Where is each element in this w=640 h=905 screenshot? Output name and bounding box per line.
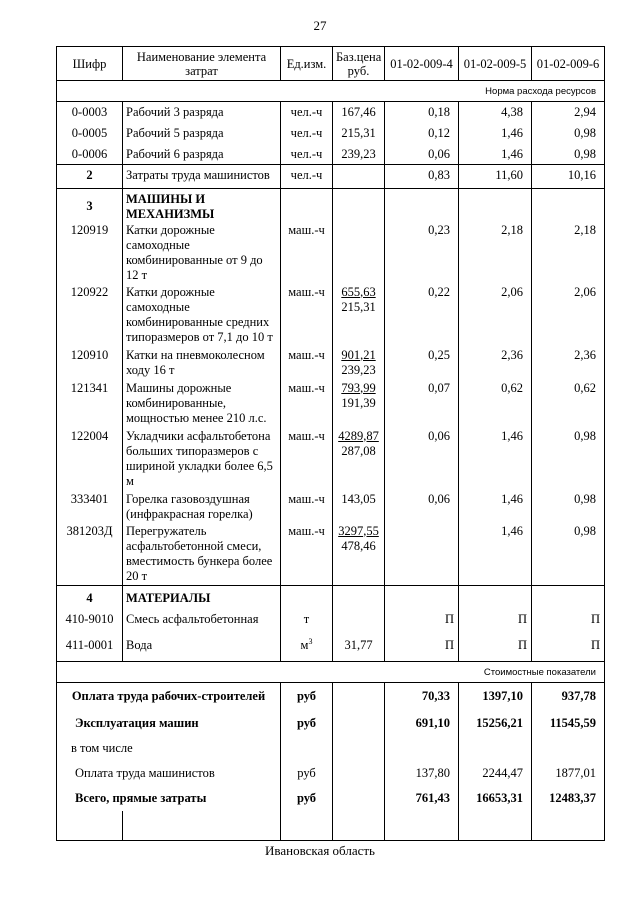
table-row (57, 609, 605, 635)
total-value-2: 16653,31 (459, 786, 532, 811)
header-col1: 01-02-009-4 (385, 47, 459, 81)
totals-row (57, 683, 605, 711)
row-price (333, 348, 385, 381)
row-value-1: 0,25 (385, 348, 459, 381)
row-price: 239,23 (333, 144, 385, 165)
row-unit: $м^3$ (281, 635, 333, 662)
price-base: 215,31 (341, 299, 376, 314)
row-value-2: 2,36 (459, 348, 532, 381)
row-value-1: П (385, 609, 459, 635)
row-unit: чел.-ч (281, 102, 333, 123)
row-value-3: 2,94 (532, 102, 605, 123)
price-current: 3297,55 (338, 523, 379, 538)
table-row (57, 524, 605, 586)
row-value-2: 1,46 (459, 144, 532, 165)
price-base: 287,08 (341, 443, 376, 458)
row-name: Рабочий 6 разряда (123, 144, 281, 165)
row-value-2: 2,18 (459, 223, 532, 285)
row-unit: маш.-ч (281, 348, 333, 381)
table-row (57, 144, 605, 165)
row-value-1: 0,06 (385, 492, 459, 524)
row-value-1: 0,06 (385, 144, 459, 165)
price-current: 793,99 (341, 380, 376, 395)
row-value-1: 0,83 (385, 165, 459, 189)
price-base: 239,23 (341, 362, 376, 377)
row-value-2: 1,46 (459, 524, 532, 586)
price-current: 655,63 (341, 284, 376, 299)
row-code: 120922 (57, 285, 123, 348)
row-unit: т (281, 609, 333, 635)
row-value-3: 2,06 (532, 285, 605, 348)
total-value-3: 1877,01 (532, 761, 605, 786)
table-bottom-spacer (57, 811, 605, 841)
row-name: Катки дорожные самоходные комбинированные от 9 до 12 т (123, 223, 281, 285)
header-price: Баз.цена руб. (333, 47, 385, 81)
row-code: 0-0003 (57, 102, 123, 123)
cost-subheader-row (57, 662, 605, 683)
table-row (57, 285, 605, 348)
row-price: 167,46 (333, 102, 385, 123)
table-row (57, 348, 605, 381)
section-row (57, 189, 605, 223)
header-name: Наименование элемента затрат (123, 47, 281, 81)
row-name: Смесь асфальтобетонная (123, 609, 281, 635)
table-row (57, 429, 605, 492)
total-value-2: 15256,21 (459, 711, 532, 736)
row-unit: чел.-ч (281, 144, 333, 165)
page-footer: Ивановская область (265, 843, 375, 858)
row-value-2: П (459, 635, 532, 662)
row-value-1: 0,18 (385, 102, 459, 123)
totals-row (57, 761, 605, 786)
row-code: 121341 (57, 381, 123, 429)
total-unit: руб (281, 761, 333, 786)
total-value-2: 1397,10 (459, 683, 532, 711)
row-name: Катки дорожные самоходные комбинированные средних типоразмеров от 7,1 до 10 т (123, 285, 281, 348)
row-value-3: 0,98 (532, 492, 605, 524)
header-col2: 01-02-009-5 (459, 47, 532, 81)
total-label: Оплата труда машинистов (57, 761, 281, 786)
norm-subheader-row (57, 81, 605, 102)
row-price (333, 165, 385, 189)
total-unit: руб (281, 683, 333, 711)
row-code: 333401 (57, 492, 123, 524)
row-name: Укладчики асфальтобетона больших типоразмеров с шириной укладки более 6,5 м (123, 429, 281, 492)
total-unit: руб (281, 786, 333, 811)
row-name: Затраты труда машинистов (123, 165, 281, 189)
price-current: 901,21 (341, 347, 376, 362)
row-value-2: 0,62 (459, 381, 532, 429)
row-code: 410-9010 (57, 609, 123, 635)
row-code: 2 (57, 165, 123, 189)
total-label: Всего, прямые затраты (57, 786, 281, 811)
row-price (333, 609, 385, 635)
total-unit: руб (281, 711, 333, 736)
total-label: Эксплуатация машин (57, 711, 281, 736)
row-unit: маш.-ч (281, 381, 333, 429)
table-header (57, 47, 605, 81)
row-code: 120919 (57, 223, 123, 285)
row-code: 381203Д (57, 524, 123, 586)
section-row (57, 586, 605, 609)
header-col3: 01-02-009-6 (532, 47, 605, 81)
row-unit: маш.-ч (281, 429, 333, 492)
price-current: 4289,87 (338, 428, 379, 443)
section-title: МАТЕРИАЛЫ (123, 586, 281, 609)
row-price: 215,31 (333, 123, 385, 144)
table-row (57, 223, 605, 285)
total-value-1: 137,80 (385, 761, 459, 786)
section-code: 4 (57, 586, 123, 609)
totals-row (57, 711, 605, 736)
row-value-3: 2,36 (532, 348, 605, 381)
row-value-3: 0,98 (532, 144, 605, 165)
table-row (57, 102, 605, 123)
row-price (333, 223, 385, 285)
total-label: Оплата труда рабочих-строителей (57, 683, 281, 711)
row-value-1: 0,07 (385, 381, 459, 429)
price-base: 191,39 (341, 395, 376, 410)
row-name: Горелка газовоздушная (инфракрасная горелка) (123, 492, 281, 524)
row-price (333, 429, 385, 492)
row-value-3: 2,18 (532, 223, 605, 285)
row-name: Рабочий 3 разряда (123, 102, 281, 123)
norm-subheader: Норма расхода ресурсов (57, 81, 605, 102)
row-value-3: 0,98 (532, 429, 605, 492)
table-row (57, 492, 605, 524)
totals-row (57, 736, 605, 761)
row-value-2: 11,60 (459, 165, 532, 189)
table-row (57, 635, 605, 662)
total-value-1: 691,10 (385, 711, 459, 736)
row-value-2: 1,46 (459, 429, 532, 492)
total-value-1: 70,33 (385, 683, 459, 711)
row-value-1: 0,12 (385, 123, 459, 144)
header-unit: Ед.изм. (281, 47, 333, 81)
row-value-1: П (385, 635, 459, 662)
price-base: 478,46 (341, 538, 376, 553)
row-price (333, 524, 385, 586)
row-name: Машины дорожные комбинированные, мощностью менее 210 л.с. (123, 381, 281, 429)
row-name: Перегружатель асфальтобетонной смеси, вместимость бункера более 20 т (123, 524, 281, 586)
row-value-1: 0,23 (385, 223, 459, 285)
row-value-1: 0,06 (385, 429, 459, 492)
row-value-3: 0,62 (532, 381, 605, 429)
row-unit: маш.-ч (281, 524, 333, 586)
total-value-3: 937,78 (532, 683, 605, 711)
section-code: 3 (57, 189, 123, 223)
table-row (57, 123, 605, 144)
row-name: Катки на пневмоколесном ходу 16 т (123, 348, 281, 381)
row-code: 411-0001 (57, 635, 123, 662)
row-price: 31,77 (333, 635, 385, 662)
row-unit: чел.-ч (281, 165, 333, 189)
table-row (57, 165, 605, 189)
total-value-3: 12483,37 (532, 786, 605, 811)
row-value-1: 0,22 (385, 285, 459, 348)
total-value-2: 2244,47 (459, 761, 532, 786)
row-unit: чел.-ч (281, 123, 333, 144)
row-code: 0-0005 (57, 123, 123, 144)
row-code: 0-0006 (57, 144, 123, 165)
row-name: Рабочий 5 разряда (123, 123, 281, 144)
section-title: МАШИНЫ И МЕХАНИЗМЫ (123, 189, 281, 223)
row-value-2: 2,06 (459, 285, 532, 348)
row-code: 122004 (57, 429, 123, 492)
row-price (333, 285, 385, 348)
row-value-2: П (459, 609, 532, 635)
row-price (333, 381, 385, 429)
row-code: 120910 (57, 348, 123, 381)
cost-subheader: Стоимостные показатели (57, 662, 605, 683)
row-value-2: 1,46 (459, 123, 532, 144)
row-unit: маш.-ч (281, 223, 333, 285)
header-code: Шифр (57, 47, 123, 81)
total-value-3: 11545,59 (532, 711, 605, 736)
row-value-3: П (532, 609, 605, 635)
row-value-1 (385, 524, 459, 586)
row-value-2: 4,38 (459, 102, 532, 123)
row-unit: маш.-ч (281, 492, 333, 524)
total-label: в том числе (57, 736, 281, 761)
row-unit: маш.-ч (281, 285, 333, 348)
total-value-1: 761,43 (385, 786, 459, 811)
row-value-3: 0,98 (532, 123, 605, 144)
row-value-3: 0,98 (532, 524, 605, 586)
row-value-3: П (532, 635, 605, 662)
row-name: Вода (123, 635, 281, 662)
page-number: 27 (313, 18, 327, 33)
resource-table (56, 46, 605, 841)
table-row (57, 381, 605, 429)
row-price: 143,05 (333, 492, 385, 524)
row-value-3: 10,16 (532, 165, 605, 189)
row-value-2: 1,46 (459, 492, 532, 524)
totals-row (57, 786, 605, 811)
